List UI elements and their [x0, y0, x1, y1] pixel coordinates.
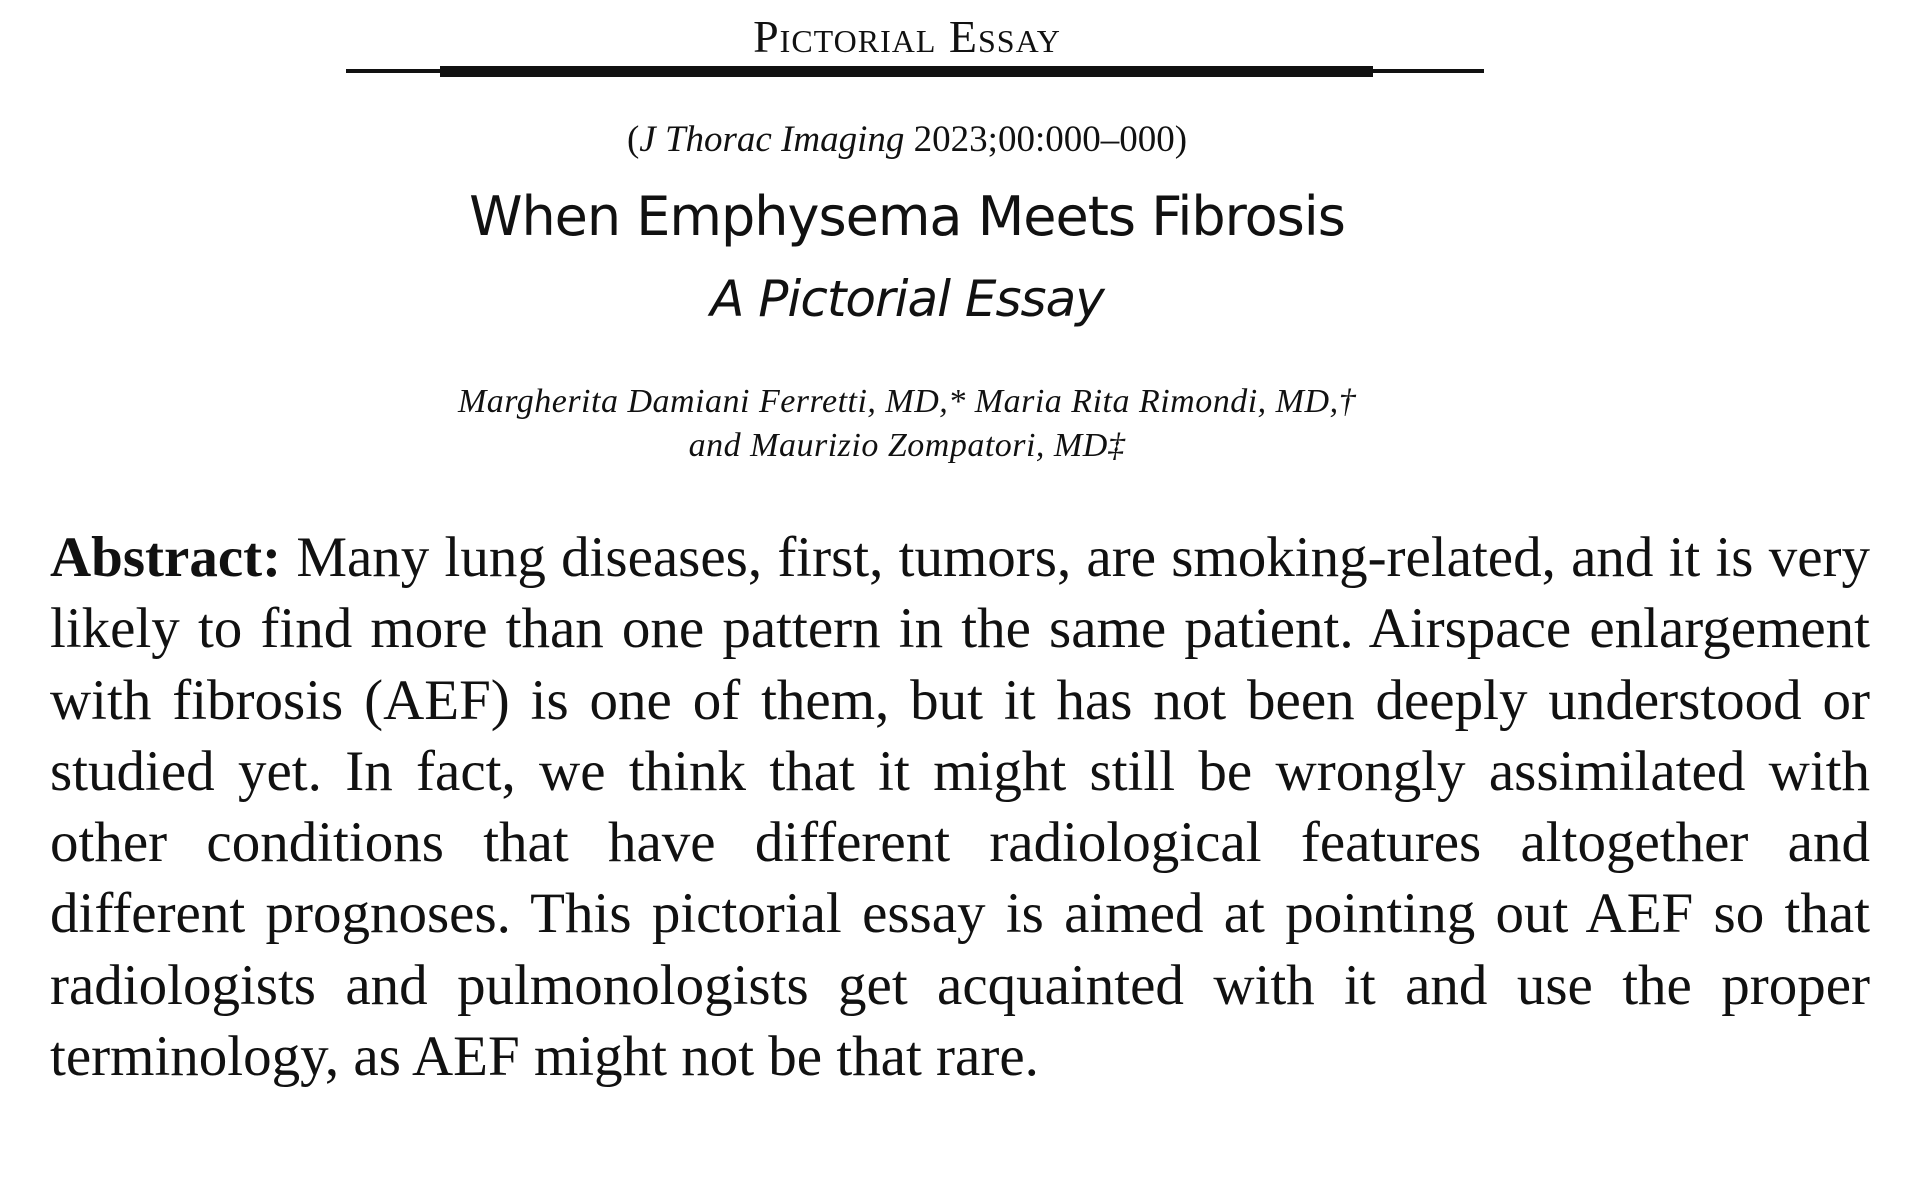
- section-label: Pictorial Essay: [753, 11, 1061, 62]
- article-subtitle: A Pictorial Essay: [710, 270, 1104, 328]
- article-title: When Emphysema Meets Fibrosis: [469, 185, 1345, 248]
- author-list: [0, 380, 1814, 468]
- header-rule-thick: [440, 66, 1373, 77]
- authors-line-1: Margherita Damiani Ferretti, MD,* Maria Rita Rimondi, MD,†: [457, 383, 1357, 420]
- abstract-label: Abstract:: [50, 526, 282, 589]
- citation-open: (: [626, 119, 640, 160]
- abstract-text: Many lung diseases, first, tumors, are smoking-related, and it is very likely to find more than one pattern in the same patient. Airspace enlargement with fibrosis (AEF) is one of them, but it has not been deeply understood or studied yet. In fact, we think that it might still be wrongly assimilated with other conditions that have different radiological features altogether and different prognoses. This pictorial essay is aimed at pointing out AEF so that radiologists and pulmonologists get acquainted with it and use the proper terminology, as AEF might not be that rare.: [50, 526, 1870, 1089]
- abstract-paragraph: [50, 522, 1870, 1092]
- journal-name: J Thorac Imaging: [639, 119, 905, 160]
- journal-citation: [0, 118, 1814, 161]
- authors-line-2: and Maurizio Zompatori, MD‡: [688, 427, 1126, 464]
- citation-details: 2023;00:000–000): [904, 119, 1188, 160]
